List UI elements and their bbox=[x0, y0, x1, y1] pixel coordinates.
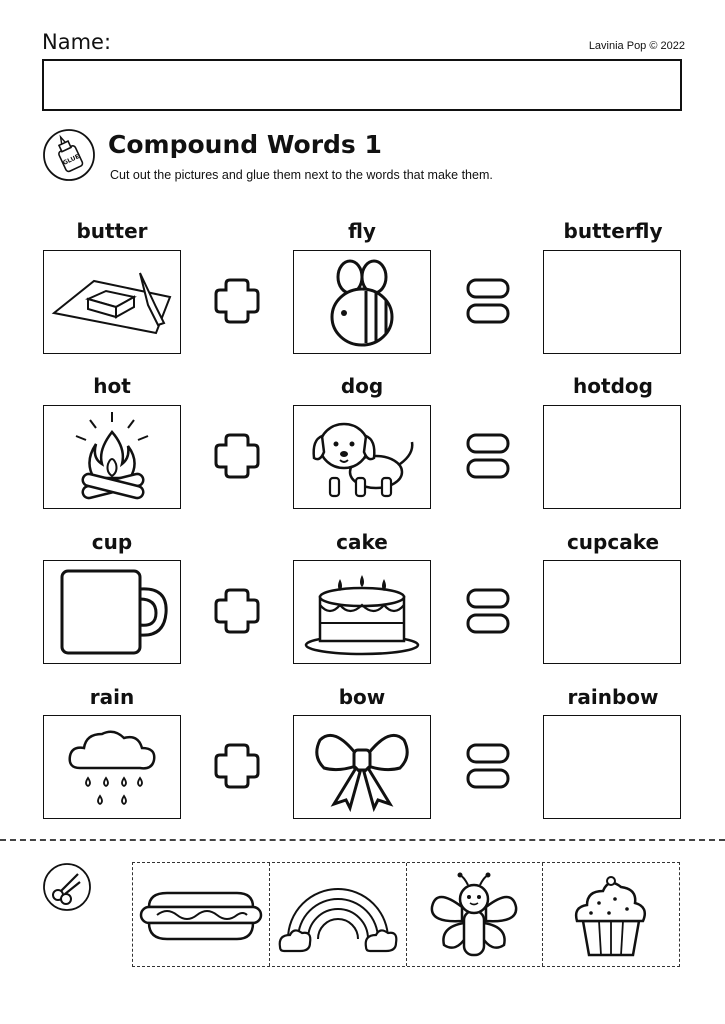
word-first: rain bbox=[89, 685, 135, 709]
word-second: dog bbox=[340, 374, 384, 398]
word-second: cake bbox=[336, 530, 388, 554]
bow-ribbon-icon bbox=[294, 716, 430, 818]
cut-line bbox=[0, 839, 725, 841]
cutout-strip bbox=[132, 862, 680, 967]
word-second: fly bbox=[348, 219, 376, 243]
word-first: butter bbox=[76, 219, 148, 243]
picture-box-dog bbox=[293, 405, 431, 509]
worksheet-title: Compound Words 1 bbox=[108, 130, 382, 159]
answer-box-hotdog[interactable] bbox=[543, 405, 681, 509]
word-result: butterfly bbox=[563, 219, 663, 243]
cupcake-icon bbox=[543, 863, 679, 966]
picture-box-rain bbox=[43, 715, 181, 819]
worksheet-instructions: Cut out the pictures and glue them next to the words that make them. bbox=[110, 168, 493, 182]
copyright-credit: Lavinia Pop © 2022 bbox=[588, 40, 685, 52]
answer-box-cupcake[interactable] bbox=[543, 560, 681, 664]
campfire-icon bbox=[44, 406, 180, 508]
equals-icon bbox=[462, 739, 514, 793]
rain-cloud-icon bbox=[44, 716, 180, 818]
cutout-cupcake[interactable] bbox=[543, 863, 679, 966]
name-label: Name: bbox=[42, 30, 112, 54]
dog-icon bbox=[294, 406, 430, 508]
picture-box-fly bbox=[293, 250, 431, 354]
picture-box-hot bbox=[43, 405, 181, 509]
butterfly-icon bbox=[406, 863, 542, 966]
scissors-icon bbox=[42, 862, 92, 912]
cutout-butterfly[interactable] bbox=[406, 863, 542, 966]
butter-icon bbox=[44, 251, 180, 353]
word-result: rainbow bbox=[567, 685, 659, 709]
plus-icon bbox=[212, 586, 262, 636]
answer-box-rainbow[interactable] bbox=[543, 715, 681, 819]
name-field[interactable] bbox=[42, 59, 682, 111]
cutout-rainbow[interactable] bbox=[270, 863, 406, 966]
picture-box-butter bbox=[43, 250, 181, 354]
equals-icon bbox=[462, 274, 514, 328]
picture-box-cake bbox=[293, 560, 431, 664]
glue-bottle-icon bbox=[42, 128, 96, 182]
equals-icon bbox=[462, 429, 514, 483]
glue-badge-text: GLUE bbox=[61, 153, 81, 167]
cake-icon bbox=[294, 561, 430, 663]
cutout-hotdog[interactable] bbox=[133, 863, 269, 966]
word-first: hot bbox=[93, 374, 131, 398]
answer-box-butterfly[interactable] bbox=[543, 250, 681, 354]
plus-icon bbox=[212, 276, 262, 326]
word-second: bow bbox=[338, 685, 386, 709]
equals-icon bbox=[462, 584, 514, 638]
rainbow-icon bbox=[270, 863, 406, 966]
word-result: hotdog bbox=[573, 374, 653, 398]
hotdog-icon bbox=[133, 863, 269, 966]
word-first: cup bbox=[91, 530, 133, 554]
picture-box-bow bbox=[293, 715, 431, 819]
plus-icon bbox=[212, 431, 262, 481]
bee-icon bbox=[294, 251, 430, 353]
word-result: cupcake bbox=[566, 530, 660, 554]
plus-icon bbox=[212, 741, 262, 791]
mug-icon bbox=[44, 561, 180, 663]
picture-box-cup bbox=[43, 560, 181, 664]
